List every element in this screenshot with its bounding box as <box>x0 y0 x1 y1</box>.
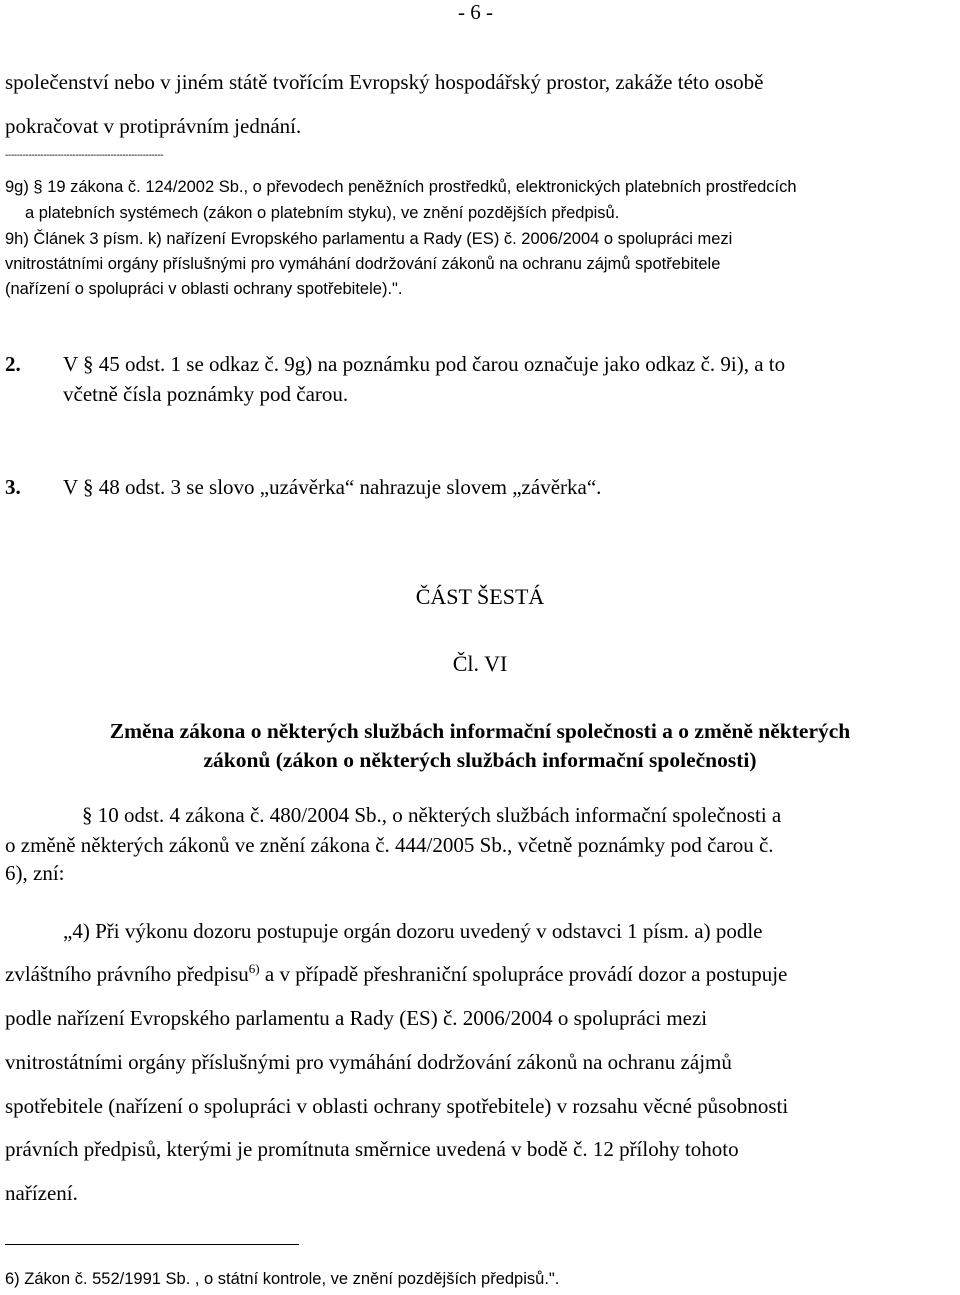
point-3 <box>5 475 601 500</box>
quote-line-3: podle nařízení Evropského parlamentu a Rady (ES) č. 2006/2004 o spolupráci mezi <box>5 1006 708 1030</box>
page-number: - 6 - <box>458 0 493 24</box>
lead-line-1: § 10 odst. 4 zákona č. 480/2004 Sb., o některých službách informační společnosti a <box>82 803 782 827</box>
lead-line-2: o změně některých zákonů ve znění zákona č. 444/2005 Sb., včetně poznámky pod čarou č. <box>5 833 774 857</box>
point-2 <box>5 352 785 377</box>
quote-line-2-a: zvláštního právního předpisu <box>5 962 249 986</box>
article-title: Čl. VI <box>452 651 508 676</box>
point-2-text-line-2: včetně čísla poznámky pod čarou. <box>63 382 349 406</box>
separator-dashes: ------------------------------------------------------ <box>5 150 164 161</box>
quote-line-1: „4) Při výkonu dozoru postupuje orgán dozoru uvedený v odstavci 1 písm. a) podle <box>63 919 763 943</box>
point-3-number: 3. <box>5 475 21 499</box>
quote-line-5: spotřebitele (nařízení o spolupráci v oblasti ochrany spotřebitele) v rozsahu věcné působnosti <box>5 1094 789 1118</box>
point-2-number: 2. <box>5 352 21 376</box>
point-2-text-line-1: V § 45 odst. 1 se odkaz č. 9g) na poznámku pod čarou označuje jako odkaz č. 9i), a to <box>63 352 786 376</box>
quote-line-4: vnitrostátními orgány příslušnými pro vymáhání dodržování zákonů na ochranu zájmů <box>5 1050 732 1074</box>
footnote-divider <box>5 1244 299 1245</box>
intro-line-2: pokračovat v protiprávním jednání. <box>5 114 302 138</box>
intro-line-1: společenství nebo v jiném státě tvořícím Evropský hospodářský prostor, zakáže této osobě <box>5 70 764 94</box>
footnote-6: 6) Zákon č. 552/1991 Sb. , o státní kontrole, ve znění pozdějších předpisů.". <box>5 1270 560 1288</box>
footnote-9h-line-2: vnitrostátními orgány příslušnými pro vymáhání dodržování zákonů na ochranu zájmů spotřebitele <box>5 255 721 273</box>
footnote-9g-line-1: 9g) § 19 zákona č. 124/2002 Sb., o převodech peněžních prostředků, elektronických platebních prostředcích <box>5 178 797 196</box>
lead-line-3: 6), zní: <box>5 861 65 885</box>
footnote-9h-line-1: 9h) Článek 3 písm. k) nařízení Evropského parlamentu a Rady (ES) č. 2006/2004 o spolupráci mezi <box>5 230 733 248</box>
footnote-ref-6: 6) <box>248 961 260 976</box>
part-title: ČÁST ŠESTÁ <box>415 584 545 609</box>
quote-line-2-b: a v případě přeshraniční spolupráce provádí dozor a postupuje <box>259 962 788 986</box>
quote-line-2 <box>5 962 787 987</box>
quote-line-7: nařízení. <box>5 1181 78 1205</box>
footnote-9g-line-2: a platebních systémech (zákon o platebním styku), ve znění pozdějších předpisů. <box>25 204 620 222</box>
law-title-line-2: zákonů (zákon o některých službách informační společnosti) <box>203 748 757 772</box>
law-title-line-1: Změna zákona o některých službách informační společnosti a o změně některých <box>109 719 851 743</box>
footnote-9h-line-3: (nařízení o spolupráci v oblasti ochrany spotřebitele).". <box>5 280 403 298</box>
quote-line-6: právních předpisů, kterými je promítnuta směrnice uvedená v bodě č. 12 přílohy tohoto <box>5 1137 739 1161</box>
point-3-text: V § 48 odst. 3 se slovo „uzávěrka“ nahrazuje slovem „závěrka“. <box>63 475 602 499</box>
